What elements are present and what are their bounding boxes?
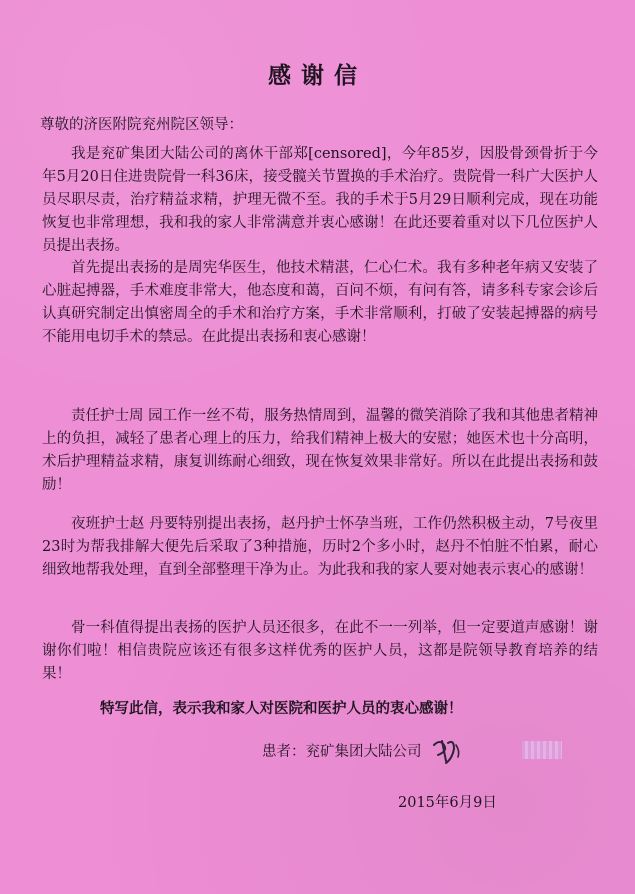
letter-date: 2015年6月9日 <box>398 795 497 811</box>
signature-prefix: 患者：兖矿集团大陆公司 <box>262 743 422 760</box>
signature-block <box>262 733 562 767</box>
paragraph-3: 责任护士周 园工作一丝不苟，服务热情周到，温馨的微笑消除了我和其他患者精神上的负担，减轻了患者心理上的压力，给我们精神上极大的安慰；她医术也十分高明，术后护理精益求精，康复训练耐心细致，现在恢复效果非常好。所以在此提出表扬和鼓励！ <box>42 408 598 493</box>
paragraph-4: 夜班护士赵 丹要特别提出表扬，赵丹护士怀孕当班，工作仍然积极主动，7号夜里23时为帮我排解大便先后采取了3种措施，历时2个多小时，赵丹不怕脏不怕累，耐心细致地帮我处理，直到全部整理干净为止。为此我和我的家人要对她表示衷心的感谢！ <box>42 516 598 578</box>
salutation: 尊敬的济医附院兖州院区领导： <box>40 117 243 133</box>
paragraph-5: 骨一科值得提出表扬的医护人员还很多，在此不一一列举，但一定要道声感谢！谢谢你们啦！相信贵院应该还有很多这样优秀的医护人员，这都是院领导教育培养的结果！ <box>42 620 598 682</box>
paragraph-1: 我是兖矿集团大陆公司的离休干部郑[censored]，今年85岁，因股骨颈骨折于今年5月20日住进贵院骨一科36床，接受髋关节置换的手术治疗。贵院骨一科广大医护人员尽职尽责，治疗精益求精，护理无微不至。我的手术于5月29日顺利完成，现在功能恢复也非常理想，我和我的家人非常满意并衷心感谢！在此还要着重对以下几位医护人员提出表扬。 <box>42 146 598 254</box>
blurred-name-box <box>522 741 562 759</box>
handwritten-signature <box>428 733 520 767</box>
closing-line: 特写此信，表示我和家人对医院和医护人员的衷心感谢！ <box>100 700 463 717</box>
letter-title: 感谢信 <box>268 62 367 89</box>
paragraph-2: 首先提出表扬的是周宪华医生，他技术精湛，仁心仁术。我有多种老年病又安装了心脏起搏器，手术难度非常大，他态度和蔼，百问不烦，有问有答，请多科专家会诊后认真研究制定出慎密周全的手术和治疗方案，手术非常顺利，打破了安装起搏器的病号不能用电切手术的禁忌。在此提出表扬和衷心感谢！ <box>42 260 598 345</box>
